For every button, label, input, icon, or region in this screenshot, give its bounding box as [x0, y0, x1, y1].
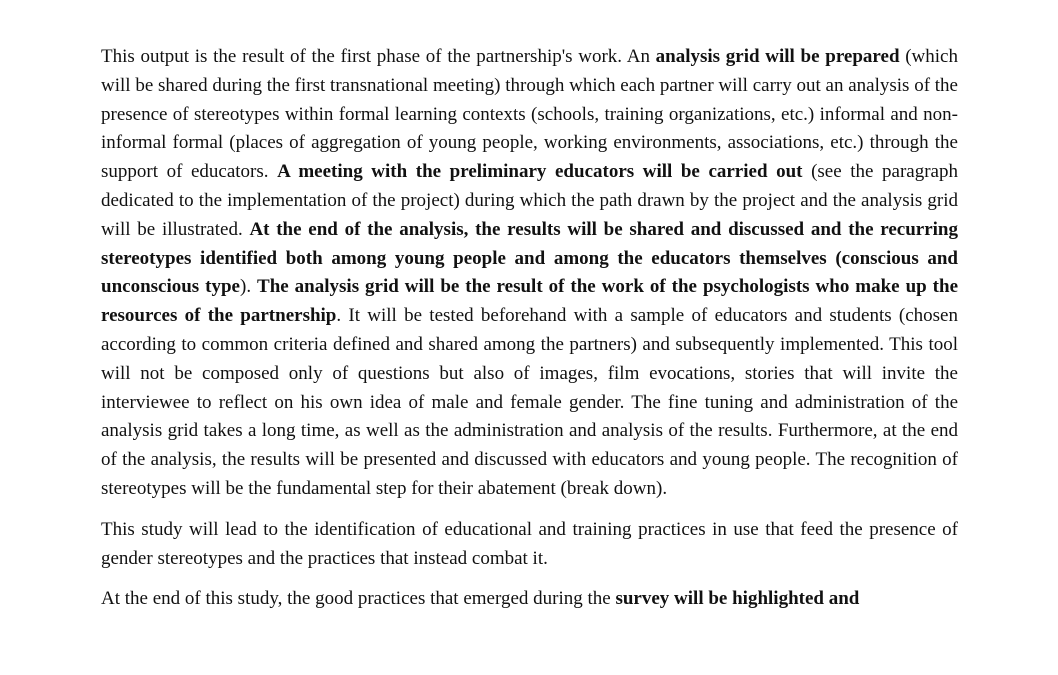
paragraph-3-bold-survey: survey will be highlighted and — [615, 588, 860, 610]
paragraph-1-bold-analysis-grid: analysis grid will be prepared — [655, 46, 900, 67]
paragraph-2-text: This study will lead to the identification of educational and training practices in use that feed the presence of gender stereotypes and the practices that instead combat it. — [101, 518, 958, 569]
paragraph-1-text: (see the paragraph dedicated to the implementation of the project) during which the path drawn by the project and the analysis grid will be illustrated. — [101, 161, 958, 240]
paragraph-2 — [101, 516, 958, 574]
paragraph-1-bold-meeting: A meeting with the preliminary educators will be carried out — [277, 161, 803, 183]
paragraph-1-bold-results-shared: At the end of the analysis, the results will be shared and discussed and the recurring stereotypes identified both among young people and among the educators themselves (conscious and unconscious type — [101, 218, 958, 298]
paragraph-1-text: ). — [240, 276, 258, 298]
paragraph-3 — [101, 585, 958, 614]
paragraph-1-text: This output is the result of the first phase of the partnership's work. An — [101, 46, 656, 67]
paragraph-1-text: (which will be shared during the first transnational meeting) through which each partner will carry out an analysis of the presence of stereotypes within formal learning contexts (schools, training organizations, etc.) informal and non-informal formal (places of aggregation of young people, working environments, associations, etc.) through the support of educators. — [101, 46, 958, 183]
document-page — [101, 43, 958, 626]
paragraph-3-text: At the end of this study, the good practices that emerged during the — [101, 588, 616, 610]
paragraph-1 — [101, 43, 958, 504]
paragraph-1-text: . It will be tested beforehand with a sample of educators and students (chosen according to common criteria defined and shared among the partners) and subsequently implemented. This tool will not be composed only of questions but also of images, film evocations, stories that will invite the interviewee to reflect on his own idea of male and female gender. The fine tuning and administration of the analysis grid takes a long time, as well as the administration and analysis of the results. Furthermore, at the end of the analysis, the results will be presented and discussed with educators and young people. The recognition of stereotypes will be the fundamental step for their abatement (break down). — [101, 305, 958, 499]
paragraph-1-bold-psychologists: The analysis grid will be the result of the work of the psychologists who make up the resources of the partnership — [101, 276, 959, 327]
